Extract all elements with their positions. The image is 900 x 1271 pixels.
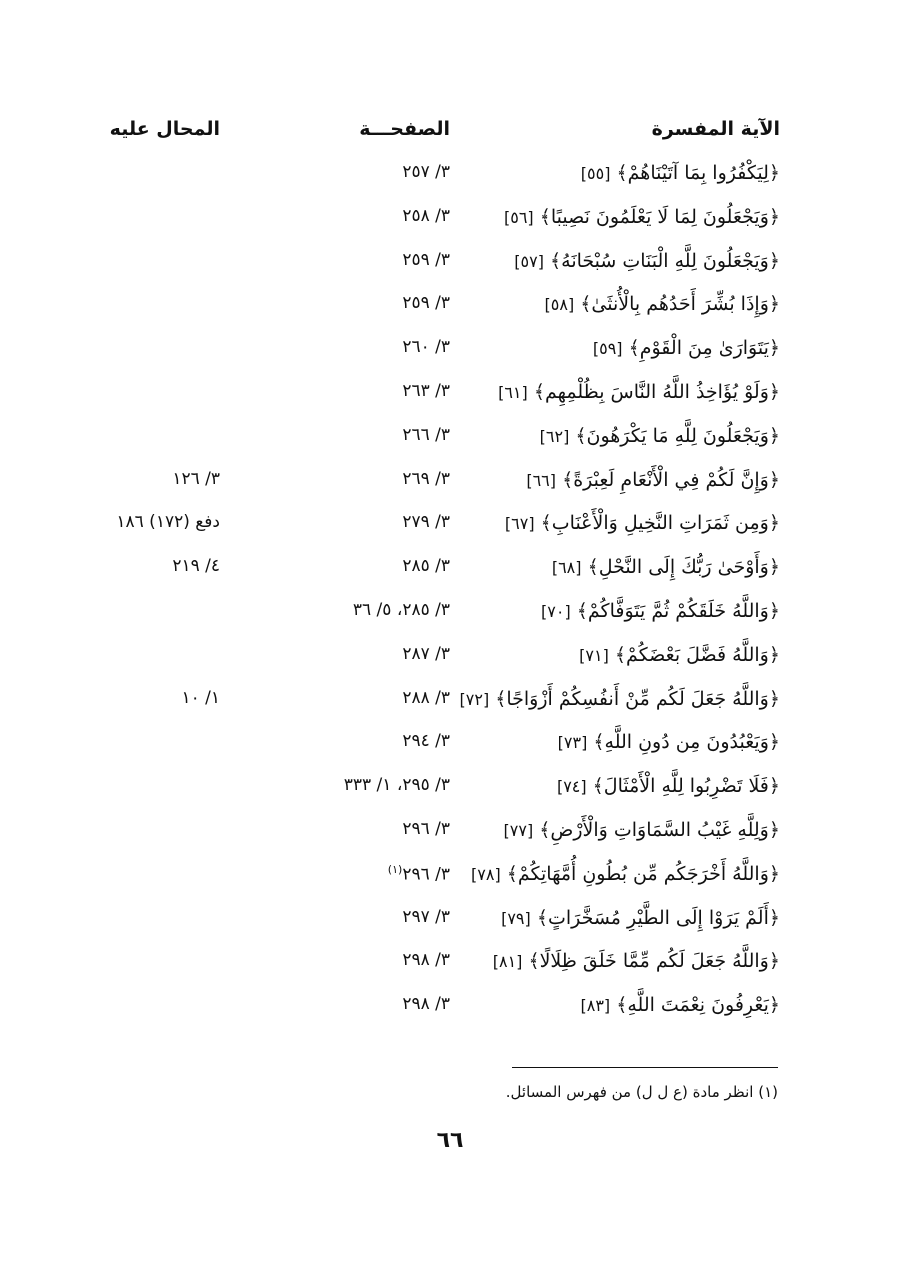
table-row <box>0 465 900 509</box>
ayah-cell <box>579 644 780 666</box>
page-ref-cell <box>402 250 450 270</box>
cross-ref-cell: ٤/ ٢١٩ <box>172 556 220 577</box>
page-ref-cell <box>402 644 450 664</box>
ayah-cell <box>501 907 780 929</box>
ayah-text: ﴿وَمِن ثَمَرَاتِ النَّخِيلِ وَالْأَعْنَابِ﴾ <box>540 512 780 535</box>
ayah-cell <box>460 688 781 710</box>
ayah-cell <box>552 556 780 578</box>
page-ref-text: ٣/ ٢٥٩ <box>402 293 450 314</box>
table-row <box>0 202 900 246</box>
ayah-cell <box>581 162 780 184</box>
table-row <box>0 596 900 640</box>
ayah-text: ﴿وَإِنَّ لَكُمْ فِي الْأَنْعَامِ لَعِبْرَةً﴾ <box>562 468 780 491</box>
ayah-number: [٥٥] <box>580 164 611 183</box>
header-ayah: الآية المفسرة <box>651 118 780 140</box>
index-rows <box>0 158 900 1034</box>
table-header <box>0 118 900 148</box>
page-ref-text: ٣/ ٢٦٣ <box>402 380 450 401</box>
page-ref-cell <box>402 162 450 182</box>
page-ref-text: ٣/ ٢٧٩ <box>402 512 450 533</box>
page-ref-text: ٣/ ٢٦٩ <box>402 468 450 489</box>
ayah-text: ﴿وَيَجْعَلُونَ لِمَا لَا يَعْلَمُونَ نَصِيبًا﴾ <box>539 205 780 228</box>
ayah-number: [٨١] <box>492 952 523 972</box>
table-row <box>0 421 900 465</box>
ayah-cell <box>498 381 780 403</box>
table-row <box>0 377 900 421</box>
ayah-cell <box>580 994 780 1016</box>
page-ref-text: ٣/ ٢٩٧ <box>402 906 450 927</box>
page-ref-cell <box>402 337 450 357</box>
footnote-rule <box>512 1067 778 1068</box>
table-row <box>0 246 900 290</box>
page-ref-cell <box>388 863 450 885</box>
ayah-cell <box>504 819 780 841</box>
page-ref-text: ٣/ ٢٥٨ <box>402 205 450 226</box>
page-ref-text: ٣/ ٢٩٦ <box>402 864 450 885</box>
ayah-number: [٦٢] <box>539 426 570 446</box>
page-ref-cell <box>402 381 450 401</box>
page-ref-cell <box>402 731 450 751</box>
ayah-number: [٧٠] <box>541 601 571 621</box>
ayah-text: ﴿وَاللَّهُ فَضَّلَ بَعْضَكُمْ﴾ <box>614 643 780 666</box>
page-ref-text: ٣/ ٢٨٥ <box>402 556 450 577</box>
page-ref-cell <box>402 206 450 226</box>
page-ref-cell <box>402 688 450 708</box>
page-ref-text: ٣/ ٢٩٤ <box>402 731 450 752</box>
page-ref-text: ٣/ ٢٩٦ <box>402 818 450 839</box>
ayah-text: ﴿وَاللَّهُ أَخْرَجَكُم مِّن بُطُونِ أُمَّهَاتِكُمْ﴾ <box>506 862 780 885</box>
ayah-number: [٥٧] <box>514 251 544 271</box>
ayah-number: [٧٣] <box>557 733 588 753</box>
page-ref-cell <box>402 556 450 576</box>
ayah-text: ﴿يَتَوَارَىٰ مِنَ الْقَوْمِ﴾ <box>628 337 780 360</box>
ayah-cell <box>493 950 780 972</box>
ayah-text: ﴿فَلَا تَضْرِبُوا لِلَّهِ الْأَمْثَالَ﴾ <box>592 775 780 798</box>
ayah-text: ﴿وَيَعْبُدُونَ مِن دُونِ اللَّهِ﴾ <box>593 731 780 754</box>
ayah-cell <box>593 337 780 359</box>
page-ref-text: ٣/ ٢٩٥، ١/ ٣٣٣ <box>343 775 450 796</box>
ayah-text: ﴿لِيَكْفُرُوا بِمَا آتَيْنَاهُمْ﴾ <box>616 162 780 184</box>
page-ref-cell <box>402 907 450 927</box>
ayah-number: [٦٦] <box>526 470 557 490</box>
ayah-cell <box>541 600 780 622</box>
ayah-text: ﴿وَلَوْ يُؤَاخِذُ اللَّهُ النَّاسَ بِظُلْمِهِم﴾ <box>533 380 780 403</box>
table-row <box>0 333 900 377</box>
ayah-number: [٧٨] <box>471 864 501 884</box>
table-row <box>0 903 900 947</box>
cross-ref-cell: دفع (١٧٢) ١٨٦ <box>116 512 220 533</box>
ayah-text: ﴿وَاللَّهُ خَلَقَكُمْ ثُمَّ يَتَوَفَّاكُمْ﴾ <box>576 599 780 622</box>
table-row <box>0 990 900 1034</box>
ayah-cell <box>540 425 780 447</box>
table-row <box>0 815 900 859</box>
table-row <box>0 946 900 990</box>
ayah-cell <box>558 731 780 753</box>
table-row <box>0 684 900 728</box>
ayah-number: [٦٨] <box>551 558 582 578</box>
page-ref-text: ٣/ ٢٨٨ <box>402 687 450 708</box>
ayah-number: [٥٦] <box>503 207 534 227</box>
ayah-number: [٨٣] <box>580 996 611 1016</box>
ayah-number: [٦٧] <box>504 514 535 534</box>
ayah-text: ﴿وَاللَّهُ جَعَلَ لَكُم مِّمَّا خَلَقَ ظِلَالًا﴾ <box>528 950 780 973</box>
page-ref-text: ٣/ ٢٥٩ <box>402 249 450 270</box>
ayah-number: [٧٤] <box>556 777 587 797</box>
ayah-text: ﴿يَعْرِفُونَ نِعْمَتَ اللَّهِ﴾ <box>616 994 780 1017</box>
page-ref-text: ٣/ ٢٨٥، ٥/ ٣٦ <box>352 599 450 620</box>
ayah-cell <box>557 775 780 797</box>
ayah-text: ﴿وَيَجْعَلُونَ لِلَّهِ الْبَنَاتِ سُبْحَانَهُ﴾ <box>550 249 780 272</box>
ayah-number: [٦١] <box>498 382 528 402</box>
page-ref-cell <box>402 425 450 445</box>
ayah-cell <box>545 293 780 315</box>
table-row <box>0 727 900 771</box>
ayah-text: ﴿وَأَوْحَىٰ رَبُّكَ إِلَى النَّحْلِ﴾ <box>587 556 780 579</box>
page-ref-text: ٣/ ٢٥٧ <box>402 162 450 182</box>
table-row <box>0 552 900 596</box>
page-ref-cell <box>402 293 450 313</box>
ayah-number: [٥٨] <box>544 295 575 315</box>
ayah-cell <box>505 512 780 534</box>
ayah-cell <box>526 469 780 491</box>
ayah-text: ﴿أَلَمْ يَرَوْا إِلَى الطَّيْرِ مُسَخَّرَاتٍ﴾ <box>536 906 780 929</box>
header-page: الصفحـــة <box>359 118 450 140</box>
ayah-cell <box>514 250 780 272</box>
page-number: ٦٦ <box>436 1128 464 1153</box>
page-ref-text: ٣/ ٢٩٨ <box>402 950 450 971</box>
page-ref-text: ٣/ ٢٦٠ <box>402 337 450 358</box>
ayah-number: [٧١] <box>579 645 609 665</box>
ayah-cell <box>504 206 780 228</box>
header-ref: المحال عليه <box>109 118 220 140</box>
table-row <box>0 859 900 903</box>
footnote-marker: (١) <box>387 862 403 876</box>
page-ref-text: ٣/ ٢٦٦ <box>402 424 450 445</box>
page-ref-text: ٣/ ٢٨٧ <box>402 643 450 664</box>
page-ref-cell <box>344 775 450 795</box>
page-ref-cell <box>402 950 450 970</box>
cross-ref-cell: ١/ ١٠ <box>181 687 220 708</box>
page-ref-cell <box>402 819 450 839</box>
ayah-number: [٥٩] <box>592 339 623 359</box>
page-ref-cell <box>402 994 450 1014</box>
table-row <box>0 289 900 333</box>
ayah-text: ﴿وَاللَّهُ جَعَلَ لَكُم مِّنْ أَنفُسِكُمْ أَزْوَاجًا﴾ <box>495 687 780 710</box>
page-ref-text: ٣/ ٢٩٨ <box>402 994 450 1015</box>
footnote: (١) انظر مادة (ع ل ل) من فهرس المسائل. <box>505 1083 778 1101</box>
ayah-number: [٧٢] <box>459 689 490 709</box>
table-row <box>0 158 900 202</box>
ayah-text: ﴿وَإِذَا بُشِّرَ أَحَدُهُم بِالْأُنثَىٰ﴾ <box>580 293 780 316</box>
table-row <box>0 640 900 684</box>
ayah-text: ﴿وَلِلَّهِ غَيْبُ السَّمَاوَاتِ وَالْأَرْضِ﴾ <box>539 818 780 841</box>
cross-ref-cell: ٣/ ١٢٦ <box>172 468 220 489</box>
table-row <box>0 508 900 552</box>
ayah-text: ﴿وَيَجْعَلُونَ لِلَّهِ مَا يَكْرَهُونَ﴾ <box>575 424 780 447</box>
page-ref-cell <box>402 512 450 532</box>
ayah-number: [٧٩] <box>501 908 531 928</box>
ayah-cell <box>471 863 780 885</box>
page-ref-cell <box>402 469 450 489</box>
ayah-number: [٧٧] <box>503 820 534 840</box>
table-row <box>0 771 900 815</box>
page-ref-cell <box>353 600 450 620</box>
